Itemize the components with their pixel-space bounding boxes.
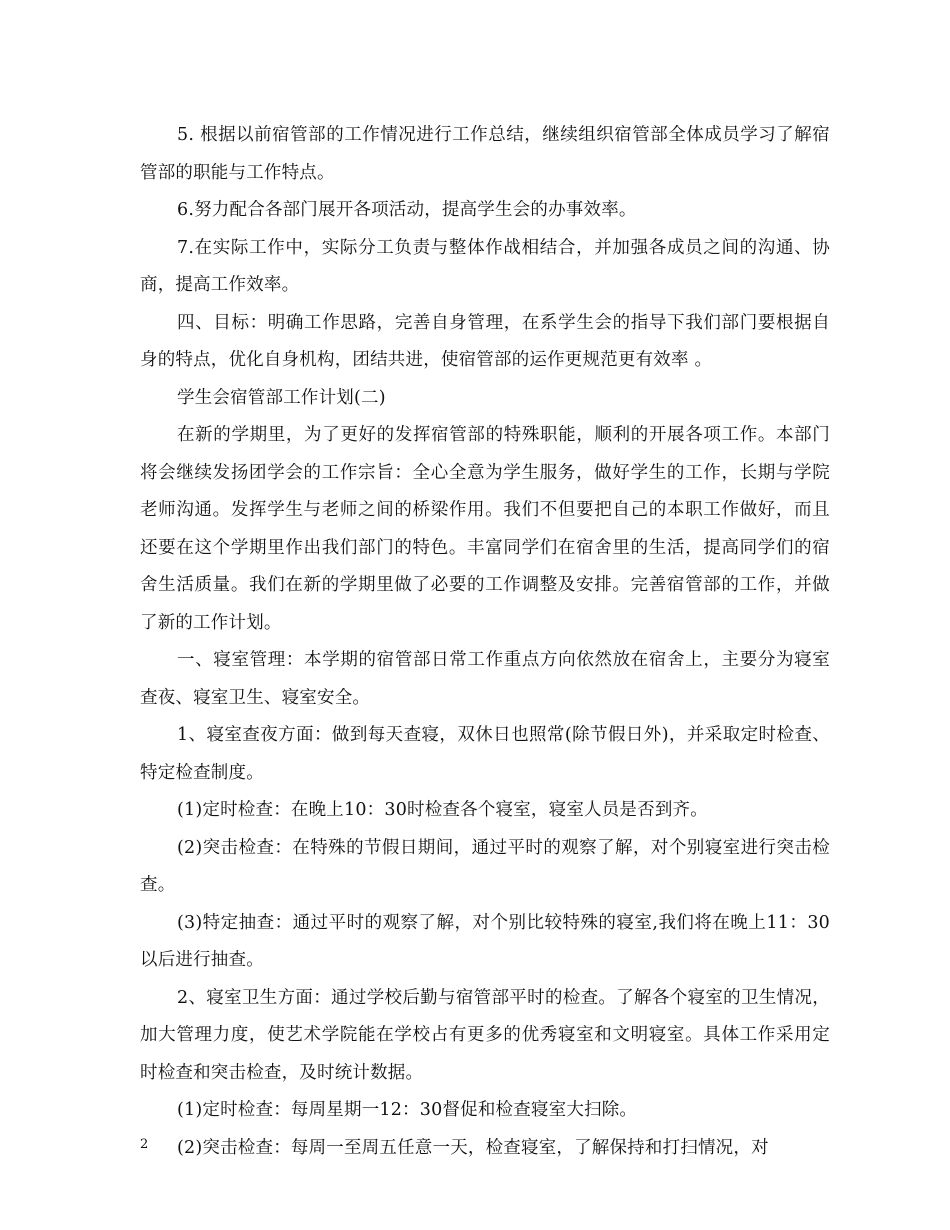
document-body [140, 117, 830, 1167]
paragraph-introduction: 在新的学期里，为了更好的发挥宿管部的特殊职能，顺利的开展各项工作。本部门将会继续发扬团学会的工作宗旨：全心全意为学生服务，做好学生的工作，长期与学院老师沟通。发挥学生与老师之间的桥梁作用。我们不但要把自己的本职工作做好，而且还要在这个学期里作出我们部门的特色。丰富同学们在宿舍里的生活，提高同学们的宿舍生活质量。我们在新的学期里做了必要的工作调整及安排。完善宿管部的工作，并做了新的工作计划。 [140, 425, 830, 633]
paragraph-scheduled-check: (1)定时检查：在晚上10：30时检查各个寝室，寝室人员是否到齐。 [177, 800, 708, 820]
paragraph-surprise-check: (2)突击检查：在特殊的节假日期间，通过平时的观察了解，对个别寝室进行突击检查。 [140, 837, 830, 895]
paragraph-cooperation: 6.努力配合各部门展开各项活动，提高学生会的办事效率。 [177, 200, 637, 220]
paragraph-hygiene-scheduled-check: (1)定时检查：每周星期一12：30督促和检查寝室大扫除。 [177, 1100, 638, 1120]
paragraph-hygiene-surprise-check: (2)突击检查：每周一至周五任意一天，检查寝室，了解保持和打扫情况，对 [177, 1137, 769, 1158]
section-title-plan-two: 学生会宿管部工作计划(二) [177, 387, 386, 408]
paragraph-night-check: 1、寝室查夜方面：做到每天查寝，双休日也照常(除节假日外)，并采取定时检查、特定检查制度。 [140, 725, 830, 783]
paragraph-goals: 四、目标：明确工作思路，完善自身管理，在系学生会的指导下我们部门要根据自身的特点，优化自身机构，团结共进，使宿管部的运作更规范更有效率 。 [140, 312, 830, 370]
paragraph-summary: 5. 根据以前宿管部的工作情况进行工作总结，继续组织宿管部全体成员学习了解宿管部的职能与工作特点。 [140, 125, 830, 183]
paragraph-division-of-work: 7.在实际工作中，实际分工负责与整体作战相结合，并加强各成员之间的沟通、协商，提高工作效率。 [140, 237, 830, 295]
paragraph-hygiene: 2、寝室卫生方面：通过学校后勤与宿管部平时的检查。了解各个寝室的卫生情况，加大管理力度，使艺术学院能在学校占有更多的优秀寝室和文明寝室。具体工作采用定时检查和突击检查，及时统计数据。 [140, 987, 830, 1083]
paragraph-dorm-management: 一、寝室管理：本学期的宿管部日常工作重点方向依然放在宿舍上，主要分为寝室查夜、寝室卫生、寝室安全。 [140, 650, 830, 708]
page-number: 2 [140, 1137, 149, 1152]
paragraph-spot-check: (3)特定抽查：通过平时的观察了解，对个别比较特殊的寝室,我们将在晚上11：30以后进行抽查。 [140, 912, 830, 970]
